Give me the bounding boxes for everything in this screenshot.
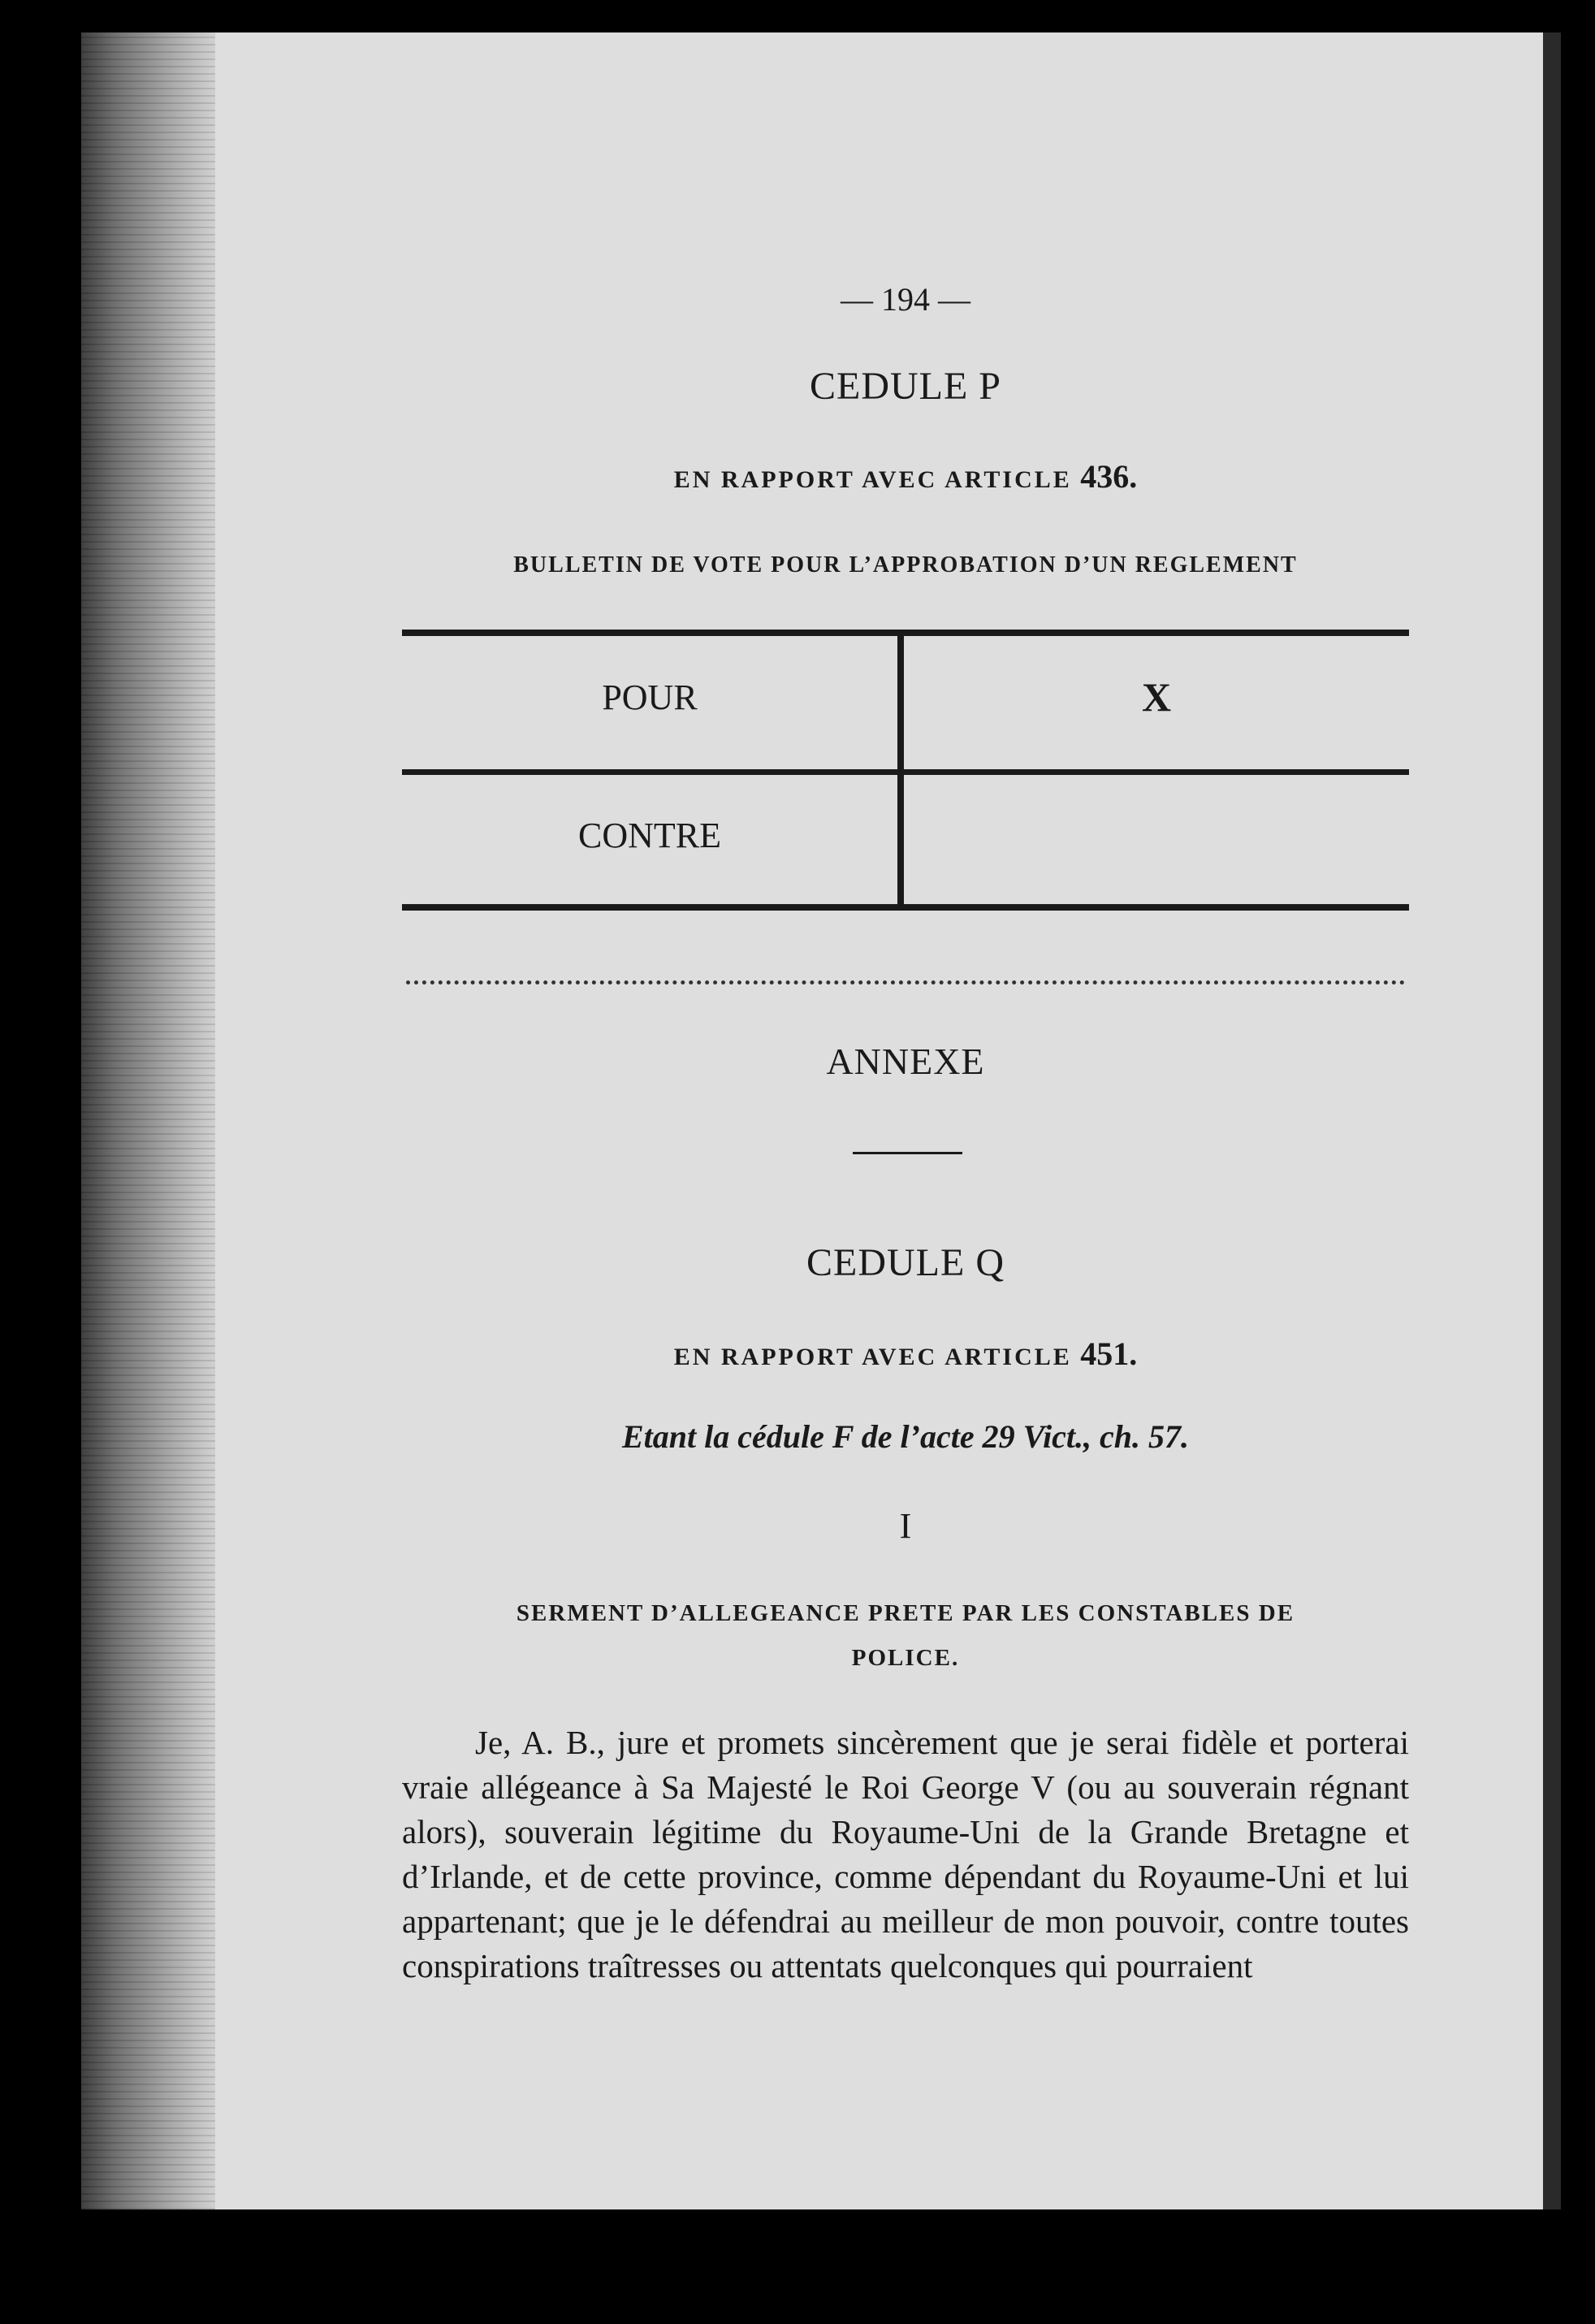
ballot-table bbox=[402, 630, 1409, 910]
cedule-p-article bbox=[402, 457, 1409, 496]
article-number: 451. bbox=[1080, 1335, 1138, 1372]
section-numeral: I bbox=[899, 1506, 912, 1546]
ballot-subtitle: BULLETIN DE VOTE POUR L’APPROBATION D’UN REGLEMENT bbox=[513, 552, 1298, 578]
ballot-mark-pour: X bbox=[1141, 674, 1172, 720]
page-number: — 194 — bbox=[841, 281, 970, 318]
oath-paragraph: Je, A. B., jure et promets sincèrement que je serai fidèle et porterai vraie allégeance à Sa Majesté le Roi George V (ou au souverain régnant alors), souverain légitime du Royaume-Uni de la Grande Bretagne et d’Irlande, et de cette province, comme dépendant du Royaume-Uni et lui appartenant; que je le défendrai au meilleur de mon pouvoir, contre toutes conspirations traîtresses ou attentats quelconques qui pourraient bbox=[402, 1724, 1409, 1984]
ballot-top-rule bbox=[402, 630, 1409, 636]
ballot-middle-rule bbox=[402, 769, 1409, 775]
binding-texture bbox=[81, 32, 223, 2209]
ballot-label-pour: POUR bbox=[602, 677, 698, 717]
oath-heading-line1: SERMENT D’ALLEGEANCE PRETE PAR LES CONSTABLES DE bbox=[516, 1600, 1295, 1626]
article-prefix: EN RAPPORT AVEC ARTICLE bbox=[673, 466, 1072, 493]
cedule-p-title: CEDULE P bbox=[810, 365, 1001, 408]
annexe-rule bbox=[853, 1152, 962, 1154]
ballot-label-contre: CONTRE bbox=[578, 816, 721, 855]
oath-heading-line2: POLICE. bbox=[851, 1645, 960, 1671]
ballot-divider-bottom bbox=[897, 775, 904, 904]
article-number: 436. bbox=[1080, 458, 1138, 495]
dotted-separator bbox=[406, 980, 1405, 985]
cedule-q-reference: Etant la cédule F de l’acte 29 Vict., ch. 57. bbox=[621, 1418, 1190, 1455]
ballot-bottom-rule bbox=[402, 904, 1409, 911]
ballot-divider-top bbox=[897, 636, 904, 769]
article-prefix: EN RAPPORT AVEC ARTICLE bbox=[673, 1344, 1072, 1370]
cedule-q-article bbox=[402, 1335, 1409, 1373]
page-edge bbox=[1543, 32, 1561, 2209]
cedule-q-title: CEDULE Q bbox=[806, 1241, 1005, 1284]
annexe-heading: ANNEXE bbox=[826, 1041, 985, 1082]
